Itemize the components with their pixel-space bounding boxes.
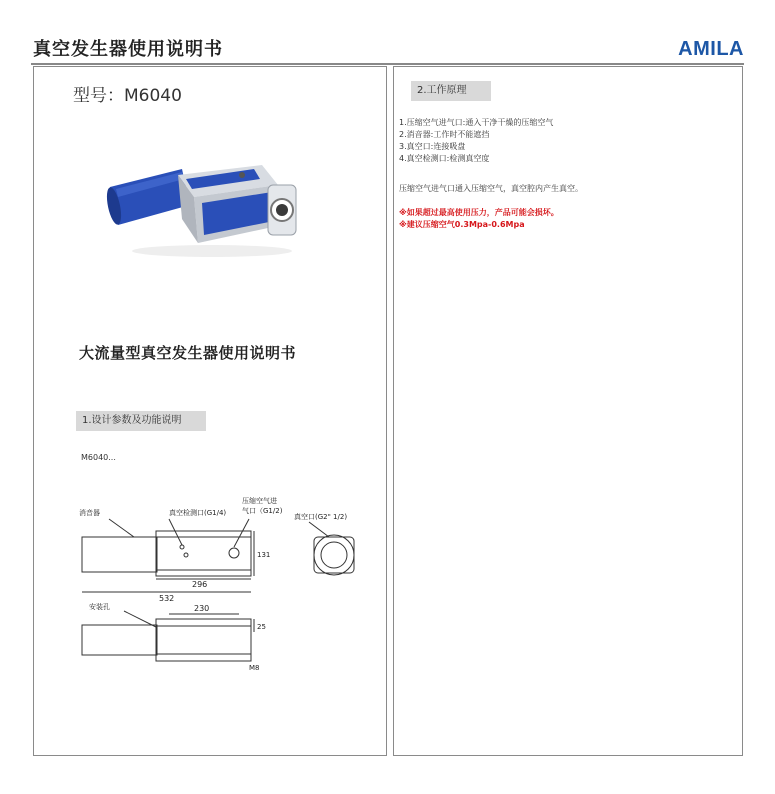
label-air-inlet-2: 气口（G1/2) bbox=[242, 507, 283, 515]
section1-text: M6040... bbox=[81, 453, 116, 462]
label-vacuum-check-port: 真空检测口(G1/4) bbox=[169, 509, 227, 517]
principle-item-3: 3.真空口:连接吸盘 bbox=[399, 142, 466, 151]
page-title: 真空发生器使用说明书 bbox=[33, 39, 223, 60]
generator-body bbox=[178, 165, 282, 243]
section-heading-principle: 2.工作原理 bbox=[411, 81, 491, 101]
model-number: 型号：M6040 bbox=[73, 86, 182, 106]
dim-532: 532 bbox=[159, 594, 175, 603]
product-image bbox=[102, 147, 302, 267]
principle-description: 压缩空气进气口通入压缩空气，真空腔内产生真空。 bbox=[399, 184, 583, 193]
section-heading-design: 1.设计参数及功能说明 bbox=[76, 411, 206, 431]
left-panel bbox=[33, 66, 387, 756]
principle-item-1: 1.压缩空气进气口:通入干净干燥的压缩空气 bbox=[399, 118, 554, 127]
muffler-cylinder bbox=[104, 169, 190, 226]
label-vacuum-port: 真空口(G2" 1/2) bbox=[294, 513, 348, 521]
manual-title: 大流量型真空发生器使用说明书 bbox=[79, 344, 297, 362]
label-mount-hole: 安装孔 bbox=[89, 603, 110, 611]
label-air-inlet-1: 压缩空气进 bbox=[242, 497, 277, 505]
vacuum-port bbox=[268, 185, 296, 235]
dim-296: 296 bbox=[192, 580, 208, 589]
right-panel bbox=[393, 66, 743, 756]
dim-131: 131 bbox=[257, 551, 271, 559]
warning-max-pressure: ※如果超过最高使用压力，产品可能会损坏。 bbox=[399, 208, 559, 217]
dim-230: 230 bbox=[194, 604, 210, 613]
brand-logo: AMILA bbox=[678, 38, 744, 60]
label-muffler: 消音器 bbox=[79, 509, 100, 517]
dim-25: 25 bbox=[257, 623, 266, 631]
principle-item-2: 2.消音器:工作时不能遮挡 bbox=[399, 130, 490, 139]
header-divider bbox=[31, 63, 744, 65]
principle-item-4: 4.真空检测口:检测真空度 bbox=[399, 154, 490, 163]
dim-m8: M8 bbox=[249, 664, 260, 672]
dimension-drawing bbox=[74, 487, 374, 687]
warning-recommended-pressure: ※建议压缩空气0.3Mpa-0.6Mpa bbox=[399, 220, 525, 229]
